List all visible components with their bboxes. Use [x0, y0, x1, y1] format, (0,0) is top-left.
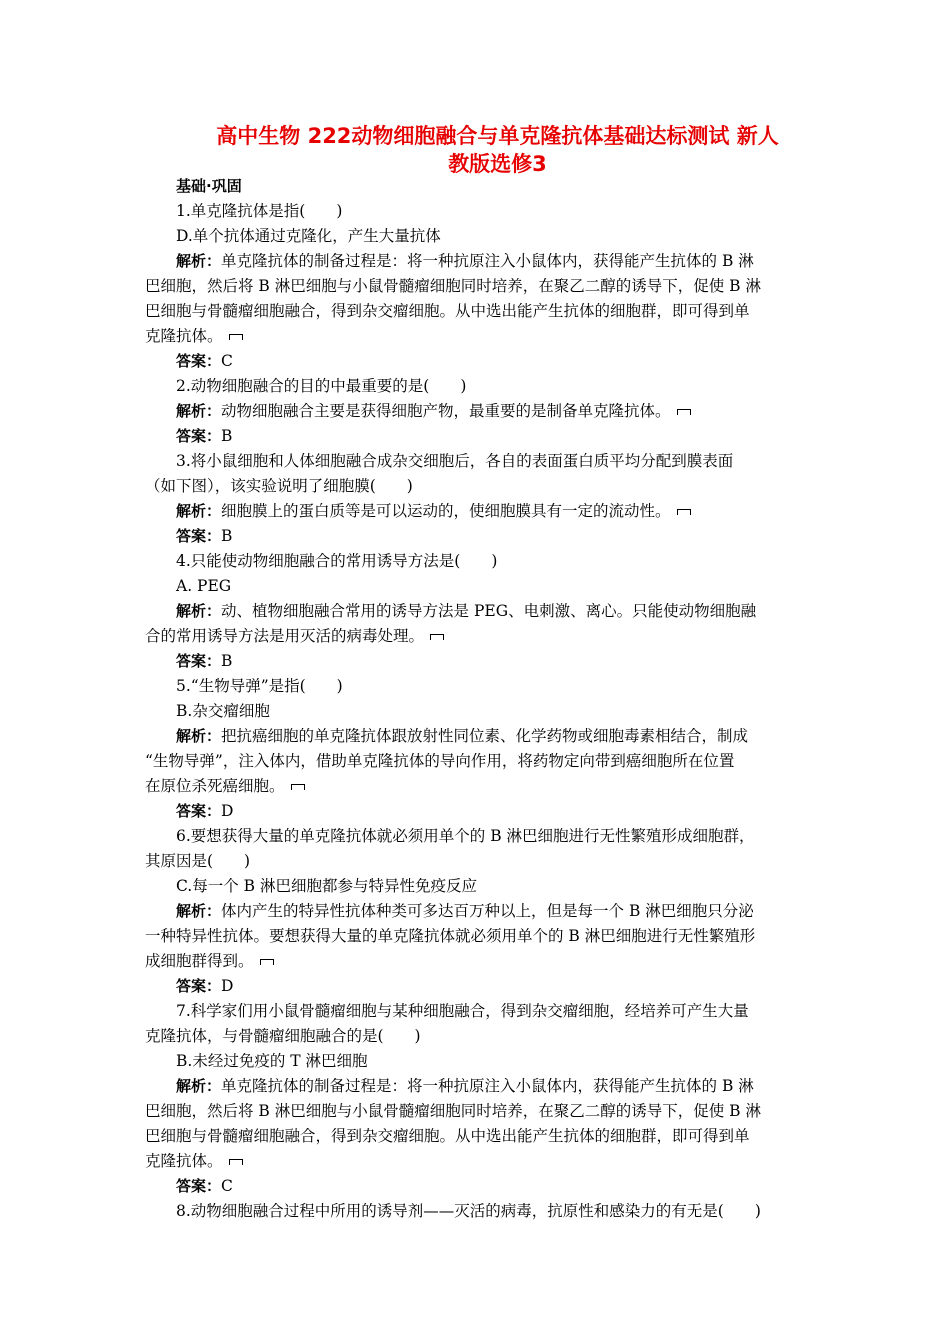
q3-answer-value: B [221, 527, 233, 545]
q7-analysis-line1 [176, 1075, 754, 1097]
q6-answer-value: D [221, 977, 234, 995]
q6-analysis-text: 体内产生的特异性抗体种类可多达百万种以上，但是每一个 B 淋巴细胞只分泌 [221, 902, 754, 920]
q1-answer-value: C [221, 352, 233, 370]
answer-label: 答案： [176, 527, 222, 545]
return-mark-icon [677, 509, 691, 515]
return-mark-icon [430, 634, 444, 640]
answer-label: 答案： [176, 427, 222, 445]
q4-option: A. PEG [176, 577, 232, 595]
q1-analysis-line3: 巴细胞与骨髓瘤细胞融合，得到杂交瘤细胞。从中选出能产生抗体的细胞群，即可得到单 [145, 302, 750, 320]
q2-answer [176, 425, 232, 447]
q5-analysis-line1 [176, 725, 748, 747]
q1-stem: 1.单克隆抗体是指( ) [176, 202, 343, 220]
q5-analysis-text-end: 在原位杀死癌细胞。 [145, 777, 285, 795]
return-mark-icon [229, 334, 243, 340]
q5-stem: 5.“生物导弹”是指( ) [176, 677, 343, 695]
title-line-2: 教版选修3 [448, 152, 547, 176]
q4-analysis-line2 [145, 625, 444, 647]
q1-analysis-line4 [145, 325, 243, 347]
analysis-label: 解析： [176, 402, 222, 420]
analysis-label: 解析： [176, 602, 222, 620]
title-line-1: 高中生物 222动物细胞融合与单克隆抗体基础达标测试 新人 [216, 124, 779, 148]
q5-analysis-line3 [145, 775, 305, 797]
q5-analysis-text: 把抗癌细胞的单克隆抗体跟放射性同位素、化学药物或细胞毒素相结合，制成 [221, 727, 749, 745]
answer-label: 答案： [176, 652, 222, 670]
q4-stem: 4.只能使动物细胞融合的常用诱导方法是( ) [176, 552, 498, 570]
q6-option: C.每一个 B 淋巴细胞都参与特异性免疫反应 [176, 877, 477, 895]
answer-label: 答案： [176, 1177, 222, 1195]
q7-analysis-line3: 巴细胞与骨髓瘤细胞融合，得到杂交瘤细胞。从中选出能产生抗体的细胞群，即可得到单 [145, 1127, 750, 1145]
q7-option: B.未经过免疫的 T 淋巴细胞 [176, 1052, 368, 1070]
q3-analysis [176, 500, 691, 522]
q6-analysis-line3 [145, 950, 274, 972]
q7-answer-value: C [221, 1177, 233, 1195]
q1-answer [176, 350, 233, 372]
q4-analysis-line1 [176, 600, 756, 622]
analysis-label: 解析： [176, 252, 222, 270]
q1-analysis-text: 单克隆抗体的制备过程是：将一种抗原注入小鼠体内，获得能产生抗体的 B 淋 [221, 252, 754, 270]
q4-answer [176, 650, 232, 672]
q6-analysis-line2: 一种特异性抗体。要想获得大量的单克隆抗体就必须用单个的 B 淋巴细胞进行无性繁殖形 [145, 927, 756, 945]
q7-analysis-line2: 巴细胞，然后将 B 淋巴细胞与小鼠骨髓瘤细胞同时培养，在聚乙二醇的诱导下，促使 B 淋 [145, 1102, 761, 1120]
analysis-label: 解析： [176, 1077, 222, 1095]
q5-answer [176, 800, 233, 822]
q4-answer-value: B [221, 652, 233, 670]
q7-analysis-text-end: 克隆抗体。 [145, 1152, 223, 1170]
section-heading: 基础·巩固 [176, 177, 242, 195]
q3-answer [176, 525, 232, 547]
answer-label: 答案： [176, 352, 222, 370]
q6-stem-line2: 其原因是( ) [145, 852, 251, 870]
q1-analysis-text-end: 克隆抗体。 [145, 327, 223, 345]
answer-label: 答案： [176, 802, 222, 820]
q1-analysis-line1 [176, 250, 754, 272]
return-mark-icon [677, 409, 691, 415]
q2-answer-value: B [221, 427, 233, 445]
q3-analysis-text: 细胞膜上的蛋白质等是可以运动的，使细胞膜具有一定的流动性。 [221, 502, 671, 520]
analysis-label: 解析： [176, 727, 222, 745]
q7-analysis-line4 [145, 1150, 243, 1172]
q1-analysis-line2: 巴细胞，然后将 B 淋巴细胞与小鼠骨髓瘤细胞同时培养，在聚乙二醇的诱导下，促使 B 淋 [145, 277, 761, 295]
return-mark-icon [291, 784, 305, 790]
q7-stem-line1: 7.科学家们用小鼠骨髓瘤细胞与某种细胞融合，得到杂交瘤细胞，经培养可产生大量 [176, 1002, 749, 1020]
q3-stem-line2: （如下图），该实验说明了细胞膜( ) [145, 477, 413, 495]
q6-analysis-text-end: 成细胞群得到。 [145, 952, 254, 970]
return-mark-icon [229, 1159, 243, 1165]
analysis-label: 解析： [176, 902, 222, 920]
analysis-label: 解析： [176, 502, 222, 520]
q4-analysis-text: 动、植物细胞融合常用的诱导方法是 PEG、电刺激、离心。只能使动物细胞融 [221, 602, 757, 620]
q2-stem: 2.动物细胞融合的目的中最重要的是( ) [176, 377, 467, 395]
document-title [140, 122, 855, 178]
q5-answer-value: D [221, 802, 234, 820]
q5-analysis-line2: “生物导弹”，注入体内，借助单克隆抗体的导向作用，将药物定向带到癌细胞所在位置 [145, 752, 735, 770]
answer-label: 答案： [176, 977, 222, 995]
q7-stem-line2: 克隆抗体，与骨髓瘤细胞融合的是( ) [145, 1027, 421, 1045]
q2-analysis-text: 动物细胞融合主要是获得细胞产物，最重要的是制备单克隆抗体。 [221, 402, 671, 420]
q5-option: B.杂交瘤细胞 [176, 702, 270, 720]
q8-stem: 8.动物细胞融合过程中所用的诱导剂——灭活的病毒，抗原性和感染力的有无是( ) [176, 1202, 761, 1220]
q3-stem-line1: 3.将小鼠细胞和人体细胞融合成杂交细胞后，各自的表面蛋白质平均分配到膜表面 [176, 452, 734, 470]
q6-stem-line1: 6.要想获得大量的单克隆抗体就必须用单个的 B 淋巴细胞进行无性繁殖形成细胞群， [176, 827, 755, 845]
q7-answer [176, 1175, 233, 1197]
q4-analysis-text-end: 合的常用诱导方法是用灭活的病毒处理。 [145, 627, 425, 645]
q1-option: D.单个抗体通过克隆化，产生大量抗体 [176, 227, 441, 245]
q2-analysis [176, 400, 691, 422]
q7-analysis-text: 单克隆抗体的制备过程是：将一种抗原注入小鼠体内，获得能产生抗体的 B 淋 [221, 1077, 754, 1095]
return-mark-icon [260, 959, 274, 965]
q6-answer [176, 975, 233, 997]
q6-analysis-line1 [176, 900, 754, 922]
